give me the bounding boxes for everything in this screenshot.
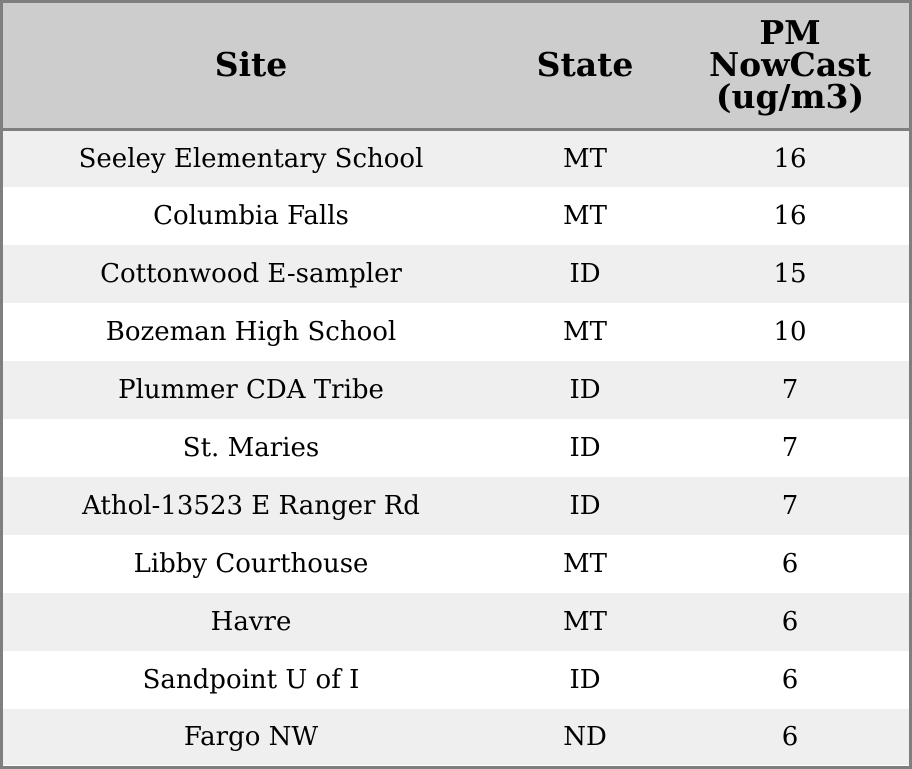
column-header-site: Site xyxy=(3,3,499,129)
cell-site: St. Maries xyxy=(182,433,320,463)
cell-state: ID xyxy=(569,433,601,463)
cell-pm-nowcast: 15 xyxy=(773,259,807,289)
cell-site: Athol-13523 E Ranger Rd xyxy=(82,491,420,521)
table-row xyxy=(3,129,909,187)
table-row xyxy=(3,245,909,303)
table-row xyxy=(3,477,909,535)
cell-state: MT xyxy=(563,201,607,231)
cell-state: MT xyxy=(563,317,607,347)
cell-site: Fargo NW xyxy=(183,722,319,752)
cell-state: ID xyxy=(569,665,601,695)
cell-state: MT xyxy=(563,549,607,579)
cell-site: Havre xyxy=(210,607,292,637)
cell-site: Columbia Falls xyxy=(153,201,349,231)
cell-pm-nowcast: 6 xyxy=(781,607,799,637)
table-row xyxy=(3,593,909,651)
column-header-pm-nowcast: PM NowCast (ug/m3) xyxy=(671,3,909,129)
table-row xyxy=(3,361,909,419)
cell-site: Bozeman High School xyxy=(105,317,397,347)
table-header xyxy=(3,3,909,129)
cell-state: ID xyxy=(569,259,601,289)
table-row xyxy=(3,535,909,593)
cell-site: Plummer CDA Tribe xyxy=(118,375,384,405)
cell-pm-nowcast: 7 xyxy=(781,491,799,521)
cell-pm-nowcast: 6 xyxy=(781,549,799,579)
table-row xyxy=(3,303,909,361)
cell-pm-nowcast: 10 xyxy=(773,317,807,347)
cell-pm-nowcast: 16 xyxy=(773,201,807,231)
table-row xyxy=(3,709,909,765)
cell-state: ID xyxy=(569,491,601,521)
cell-pm-nowcast: 7 xyxy=(781,433,799,463)
table-row xyxy=(3,651,909,709)
cell-pm-nowcast: 6 xyxy=(781,665,799,695)
cell-pm-nowcast: 6 xyxy=(781,722,799,752)
header-row xyxy=(3,3,909,129)
cell-site: Seeley Elementary School xyxy=(78,143,424,174)
cell-pm-nowcast: 16 xyxy=(773,143,807,174)
cell-site: Sandpoint U of I xyxy=(142,665,360,695)
column-header-state: State xyxy=(499,3,671,129)
pm-nowcast-table xyxy=(3,3,909,765)
cell-state: ND xyxy=(563,722,607,752)
cell-state: MT xyxy=(563,607,607,637)
table-row xyxy=(3,187,909,245)
table-row xyxy=(3,419,909,477)
cell-state: MT xyxy=(563,143,607,174)
cell-pm-nowcast: 7 xyxy=(781,375,799,405)
table-body xyxy=(3,129,909,765)
cell-state: ID xyxy=(569,375,601,405)
cell-site: Libby Courthouse xyxy=(133,549,369,579)
cell-site: Cottonwood E-sampler xyxy=(100,259,402,289)
